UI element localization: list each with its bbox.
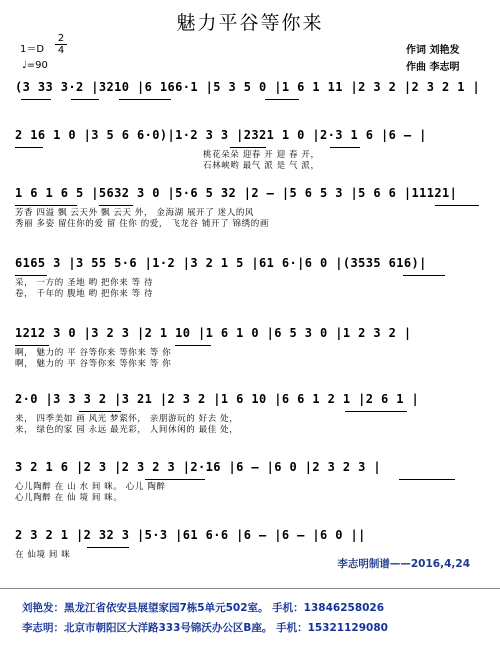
score-row-5 xyxy=(15,326,488,374)
notation-line: 1 6 1 6 5 |5632 3 0 |5·6 5 32 |2 – |5 6 5 3 |5 6 6 |11121| xyxy=(15,186,458,200)
beam-line xyxy=(435,205,479,206)
tempo-marking: ♩=90 xyxy=(22,60,48,71)
lyric-verse-1: 心儿陶醉 在 山 水 间 咪。 心儿 陶醉 xyxy=(15,482,166,492)
lyricist-credit: 作词 刘艳发 xyxy=(406,45,460,56)
beam-line xyxy=(345,411,407,412)
lyric-verse-1: 在 仙境 间 咪 xyxy=(15,550,71,560)
beam-line xyxy=(175,345,211,346)
beam-line xyxy=(399,479,455,480)
time-signature-top: 2 xyxy=(57,33,65,44)
footer-divider xyxy=(0,588,500,589)
lyric-verse-2: 来， 绿色的家 园 永远 最光彩， 人间休闲的 最佳 处， xyxy=(15,425,239,435)
beam-line xyxy=(330,147,360,148)
composer-credit: 作曲 李志明 xyxy=(406,62,460,73)
beam-line xyxy=(87,547,129,548)
beam-line xyxy=(21,99,51,100)
lyric-verse-1: 啊， 魅力的 平 谷等你来 等你来 等 你 xyxy=(15,348,172,358)
lyric-verse-2: 心儿陶醉 在 仙 境 间 咪。 xyxy=(15,493,123,503)
time-signature xyxy=(55,33,67,56)
lyric-verse-2: 卷， 千年的 腹地 哟 把你来 等 待 xyxy=(15,289,154,299)
song-title: 魅力平谷等你来 xyxy=(176,12,324,34)
key-signature: 1＝D xyxy=(20,44,45,55)
beam-line xyxy=(403,275,445,276)
time-signature-bottom: 4 xyxy=(55,44,67,56)
lyric-verse-2: 石林峡哟 最气 派 是 气 派， xyxy=(203,161,320,171)
contact-composer: 李志明：北京市朝阳区大洋路333号锦沃办公区B座。 手机：15321129080 xyxy=(22,622,388,634)
beam-line xyxy=(15,345,49,346)
beam-line xyxy=(145,479,205,480)
score-row-7 xyxy=(15,460,488,508)
beam-line xyxy=(230,147,266,148)
lyric-verse-2: 啊， 魅力的 平 谷等你来 等你来 等 你 xyxy=(15,359,172,369)
beam-line xyxy=(265,99,299,100)
beam-line xyxy=(15,275,47,276)
notation-line: (3 33 3·2 |3210 |6 166·1 |5 3 5 0 |1 6 1 11 |2 3 2 |2 3 2 1 | xyxy=(15,80,481,94)
beam-line xyxy=(119,99,171,100)
score-row-4 xyxy=(15,256,488,304)
score-row-1 xyxy=(15,80,488,120)
notation-line: 2·0 |3 3 3 2 |3 21 |2 3 2 |1 6 10 |6 6 1 2 1 |2 6 1 | xyxy=(15,392,420,406)
lyric-verse-1: 来， 四季美如 画 风光 梦萦怀， 亲朋游玩的 好去 处， xyxy=(15,414,239,424)
beam-line xyxy=(15,205,77,206)
beam-line xyxy=(15,147,43,148)
notation-line: 2 16 1 0 |3 5 6 6·0)|1·2 3 3 |2321 1 0 |2·3 1 6 |6 – | xyxy=(15,128,427,142)
lyric-verse-1: 桃花朵朵 迎春 开 迎 春 开， xyxy=(203,150,320,160)
contact-lyricist: 刘艳发：黑龙江省依安县展望家园7栋5单元502室。 手机：13846258026 xyxy=(22,602,385,614)
notation-line: 2 3 2 1 |2 32 3 |5·3 |61 6·6 |6 – |6 – |6 0 || xyxy=(15,528,366,542)
notation-line: 6165 3 |3 55 5·6 |1·2 |3 2 1 5 |61 6·|6 0 |(3535 616)| xyxy=(15,256,427,270)
lyric-verse-2: 秀丽 多姿 留住你的爱 留 住你 的爱， 飞龙谷 铺开了 锦绣的画 xyxy=(15,219,269,229)
lyric-verse-1: 芳香 四溢 飘 云天外 飘 云天 外， 金海湖 展开了 迷人的风 xyxy=(15,208,255,218)
beam-line xyxy=(79,411,121,412)
beam-line xyxy=(71,99,99,100)
beam-line xyxy=(99,205,133,206)
score-row-3 xyxy=(15,186,488,236)
lyric-verse-1: 采， 一方的 圣地 哟 把你来 等 待 xyxy=(15,278,154,288)
score-row-2 xyxy=(15,128,488,176)
notation-line: 1212 3 0 |3 2 3 |2 1 10 |1 6 1 0 |6 5 3 0 |1 2 3 2 | xyxy=(15,326,412,340)
notation-line: 3 2 1 6 |2 3 |2 3 2 3 |2·16 |6 – |6 0 |2 3 2 3 | xyxy=(15,460,381,474)
transcriber-signature: 李志明制谱——2016,4,24 xyxy=(337,558,470,570)
score-row-6 xyxy=(15,392,488,440)
